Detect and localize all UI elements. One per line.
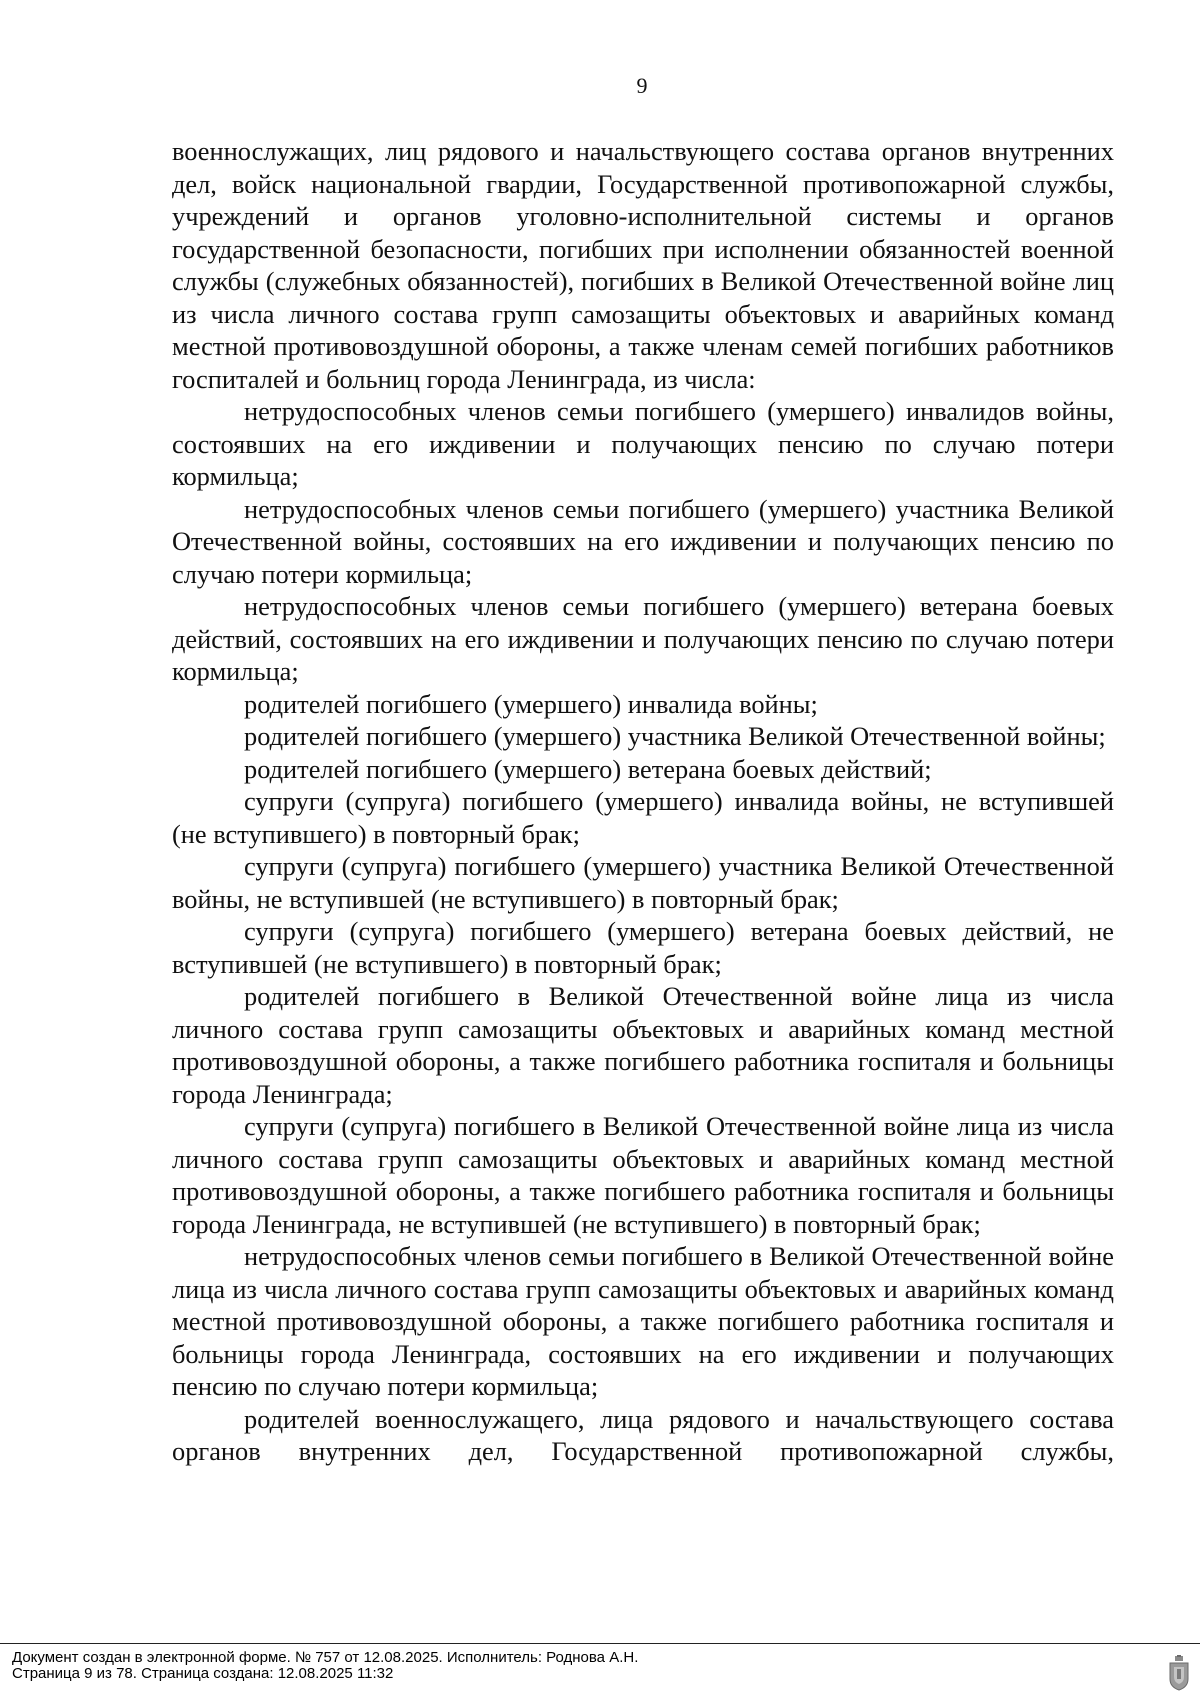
list-item: супруги (супруга) погибшего (умершего) участника Великой Отечественной войны, не вступившей (не вступившего) в повторный брак;	[172, 851, 1114, 914]
list-item: родителей погибшего (умершего) участника Великой Отечественной войны;	[244, 721, 1106, 751]
list-item: супруги (супруга) погибшего (умершего) инвалида войны, не вступившей (не вступившего) в повторный брак;	[172, 786, 1114, 849]
list-item: нетрудоспособных членов семьи погибшего (умершего) ветерана боевых действий, состоявших на его иждивении и получающих пенсию по случаю потери кормильца;	[172, 591, 1114, 686]
footer-divider	[0, 1643, 1200, 1644]
paragraph-intro: военнослужащих, лиц рядового и начальствующего состава органов внутренних дел, войск национальной гвардии, Государственной противопожарной службы, учреждений и органов уголовно-исполнительной системы и органов государственной безопасности, погибших при исполнении обязанностей военной службы (служебных обязанностей), погибших в Великой Отечественной войне лиц из числа личного состава групп самозащиты объектовых и аварийных команд местной противовоздушной обороны, а также членам семей погибших работников госпиталей и больниц города Ленинграда, из числа:	[172, 136, 1114, 394]
footer	[12, 1650, 638, 1682]
list-item: нетрудоспособных членов семьи погибшего в Великой Отечественной войне лица из числа личного состава групп самозащиты объектовых и аварийных команд местной противовоздушной обороны, а также погибшего работника госпиталя и больницы города Ленинграда, состоявших на его иждивении и получающих пенсию по случаю потери кормильца;	[172, 1241, 1114, 1401]
document-body	[172, 135, 1114, 1468]
page-number: 9	[636, 73, 648, 98]
list-item: нетрудоспособных членов семьи погибшего (умершего) участника Великой Отечественной войны, состоявших на его иждивении и получающих пенсию по случаю потери кормильца;	[172, 493, 1114, 589]
list-item: родителей погибшего в Великой Отечественной войне лица из числа личного состава групп самозащиты объектовых и аварийных команд местной противовоздушной обороны, а также погибшего работника госпиталя и больницы города Ленинграда;	[172, 981, 1114, 1109]
coat-of-arms-icon	[1168, 1655, 1190, 1691]
footer-document-info: Документ создан в электронной форме. № 757 от 12.08.2025. Исполнитель: Роднова А.Н.	[12, 1649, 639, 1666]
list-item: супруги (супруга) погибшего в Великой Отечественной войне лица из числа личного состава групп самозащиты объектовых и аварийных команд местной противовоздушной обороны, а также погибшего работника госпиталя и больницы города Ленинграда, не вступившей (не вступившего) в повторный брак;	[172, 1111, 1114, 1239]
list-item: родителей погибшего (умершего) инвалида войны;	[244, 688, 818, 719]
list-item: супруги (супруга) погибшего (умершего) ветерана боевых действий, не вступившей (не вступившего) в повторный брак;	[172, 916, 1114, 979]
list-item: родителей погибшего (умершего) ветерана боевых действий;	[244, 753, 932, 784]
list-item: нетрудоспособных членов семьи погибшего (умершего) инвалидов войны, состоявших на его иждивении и получающих пенсию по случаю потери кормильца;	[172, 396, 1114, 491]
footer-page-info: Страница 9 из 78. Страница создана: 12.08.2025 11:32	[12, 1665, 394, 1682]
list-item: родителей военнослужащего, лица рядового и начальствующего состава органов внутренних дел, Государственной противопожарной службы,	[172, 1403, 1114, 1466]
